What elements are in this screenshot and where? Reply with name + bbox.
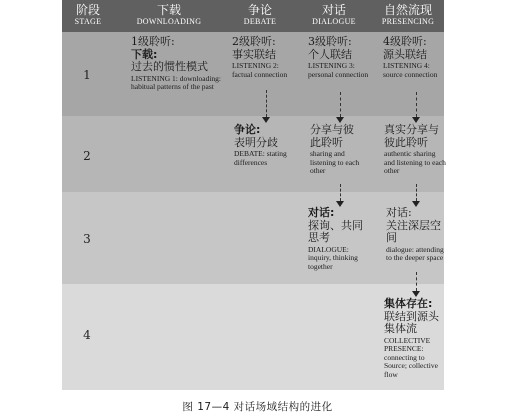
figure-caption: 图 17—4 对话场域结构的进化 [182,401,333,413]
listening-2-cell: 2级聆听: 事实联结 LISTENING 2: factual connection [232,35,288,79]
listening-4-cell: 4级聆听: 源头联结 LISTENING 4: source connection [383,35,438,79]
presencing-down-arrow-2 [412,184,422,208]
debate-down-arrow [262,90,272,124]
header-stage: 阶段 STAGE [74,3,102,26]
debate-cell: 争论: 表明分歧 DEBATE: stating differences [234,123,287,167]
header-presencing: 自然流现 PRESENCING [381,3,435,26]
listening-3-cell: 3级聆听: 个人联结 LISTENING 3: personal connection [308,35,369,79]
deeper-space-cell: 对话: 关注深层空间 dialogue: attending to the deeper space [386,206,444,262]
presencing-down-arrow-3 [412,272,422,298]
listening-1-cell: 1级聆听: 下载: 过去的惯性模式 LISTENING 1: downloading: habitual patterns of the past [131,35,221,91]
authentic-sharing-cell: 真实分享与彼此聆听 authentic sharing and listening to each other [384,123,446,175]
presencing-down-arrow-1 [412,92,422,124]
header-row [62,0,444,32]
stage-2-number: 2 [83,149,91,163]
stage-4-band [62,284,444,390]
stage-4-number: 4 [83,328,91,342]
header-debate: 争论 DEBATE [243,3,277,26]
sharing-listening-cell: 分享与彼此聆听 sharing and listening to each other [310,123,360,175]
stage-2-band [62,116,444,192]
header-downloading: 下载 DOWNLOADING [136,3,202,26]
evolution-diagram [62,0,444,390]
stage-3-band [62,192,444,284]
collective-presence-cell: 集体存在: 联结到源头集体流 COLLECTIVE PRESENCE: connecting to Source; collective flow [384,297,439,379]
stage-1-number: 1 [83,68,91,82]
dialogue-down-arrow-1 [336,92,346,124]
header-dialogue: 对话 DIALOGUE [312,3,356,26]
dialogue-down-arrow-2 [336,184,346,208]
stage-1-band [62,32,444,116]
dialogue-cell: 对话: 探询、共同思考 DIALOGUE: inquiry, thinking together [308,206,363,271]
stage-3-number: 3 [83,232,91,246]
